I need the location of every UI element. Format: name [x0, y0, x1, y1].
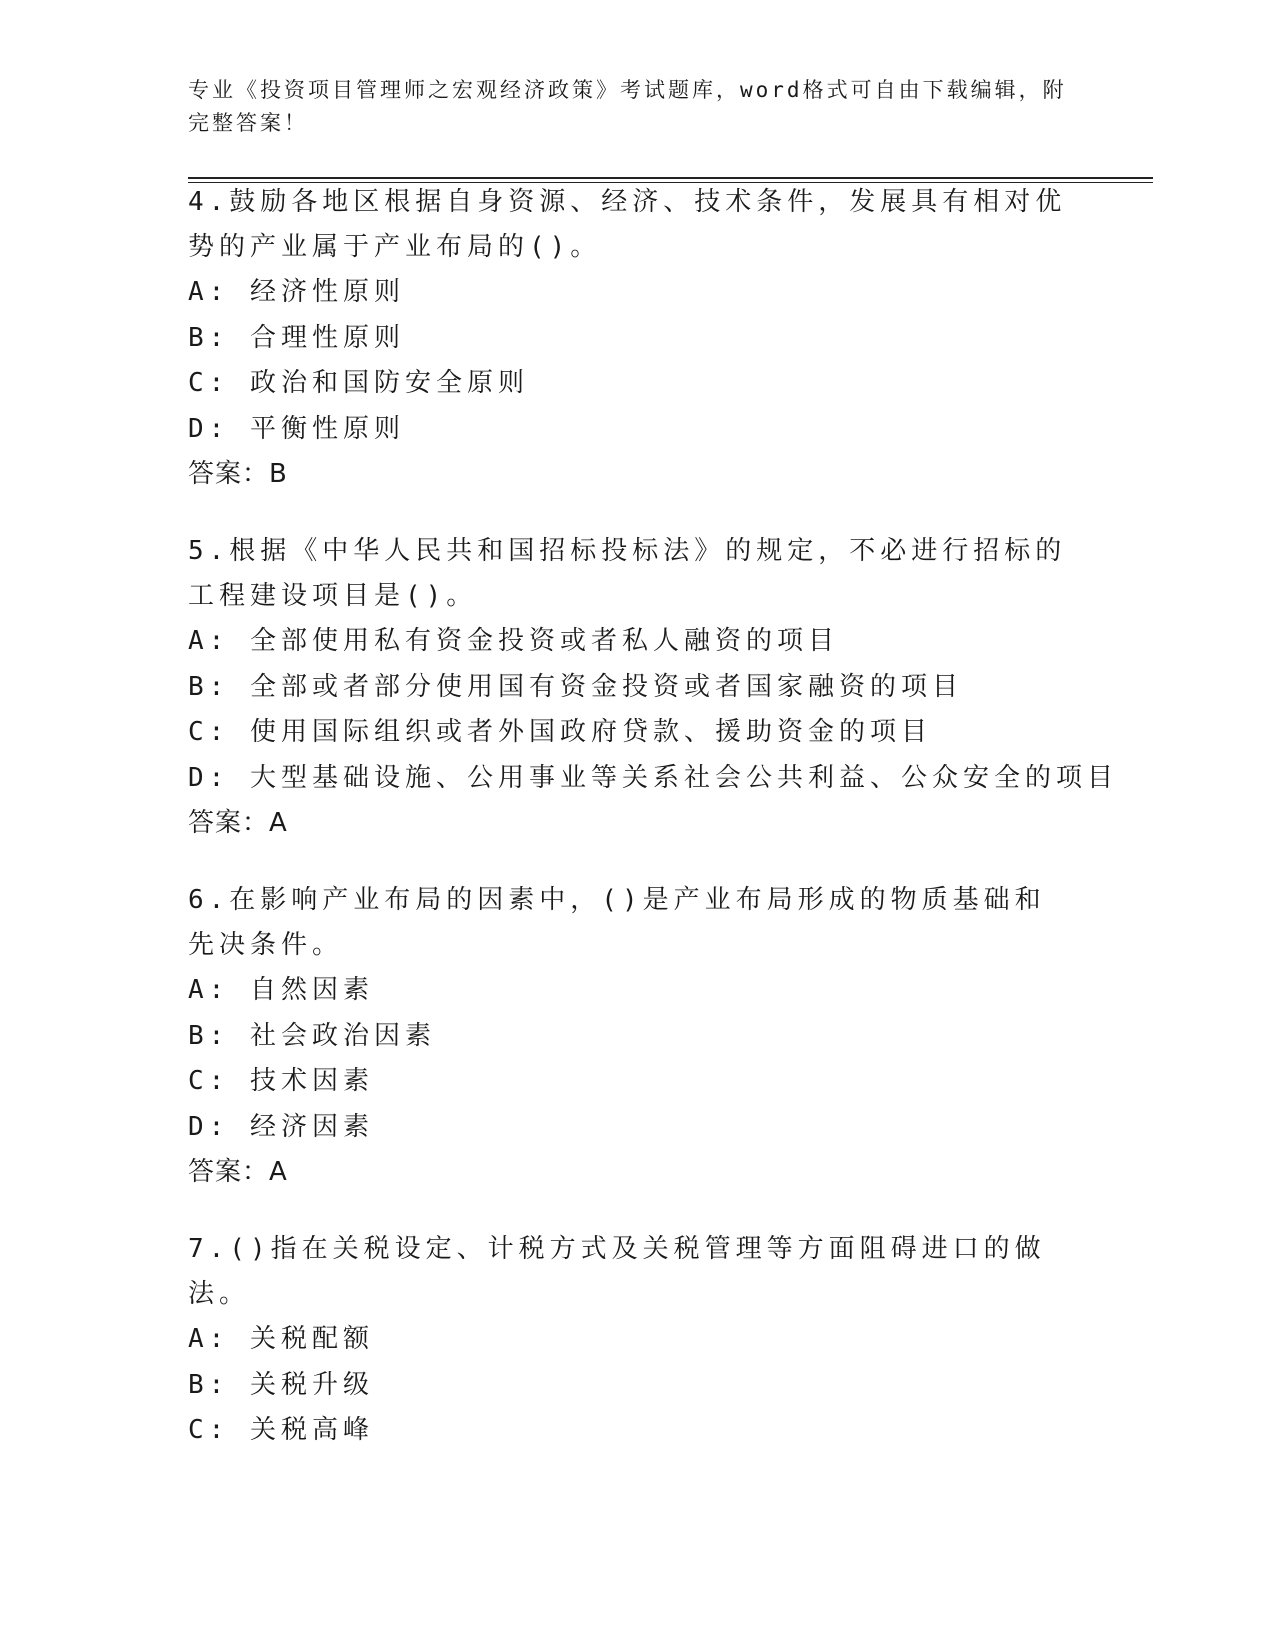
question-stem: 7.()指在关税设定、计税方式及关税管理等方面阻碍进口的做法。: [188, 1234, 1046, 1309]
option-a: A: 全部使用私有资金投资或者私人融资的项目: [188, 626, 839, 656]
document-header: 专业《投资项目管理师之宏观经济政策》考试题库，word格式可自由下载编辑，附完整答案！: [188, 78, 1067, 135]
question-stem: 4.鼓励各地区根据自身资源、经济、技术条件，发展具有相对优势的产业属于产业布局的()。: [188, 187, 1067, 262]
answer-line: 答案：B: [188, 459, 288, 489]
question-stem: 6.在影响产业布局的因素中，()是产业布局形成的物质基础和先决条件。: [188, 885, 1046, 960]
option-b: B: 关税升级: [188, 1369, 374, 1400]
option-b: B: 合理性原则: [188, 322, 405, 353]
option-c: C: 技术因素: [188, 1066, 374, 1096]
option-d: D: 大型基础设施、公用事业等关系社会公共利益、公众安全的项目: [188, 762, 1118, 793]
option-a: A: 自然因素: [188, 975, 374, 1005]
question-stem: 5.根据《中华人民共和国招标投标法》的规定，不必进行招标的工程建设项目是()。: [188, 536, 1067, 611]
option-a: A: 关税配额: [188, 1324, 374, 1354]
question-4: [188, 180, 1068, 497]
option-d: D: 平衡性原则: [188, 413, 405, 444]
question-7: [188, 1227, 1068, 1454]
answer-line: 答案：A: [188, 808, 288, 838]
option-d: D: 经济因素: [188, 1111, 374, 1142]
option-c: C: 政治和国防安全原则: [188, 368, 529, 398]
question-6: [188, 878, 1068, 1195]
question-5: [188, 529, 1118, 846]
option-b: B: 全部或者部分使用国有资金投资或者国家融资的项目: [188, 671, 963, 702]
option-c: C: 使用国际组织或者外国政府贷款、援助资金的项目: [188, 717, 932, 747]
option-c: C: 关税高峰: [188, 1415, 374, 1445]
option-b: B: 社会政治因素: [188, 1020, 436, 1051]
option-a: A: 经济性原则: [188, 277, 405, 307]
answer-line: 答案：A: [188, 1157, 288, 1187]
